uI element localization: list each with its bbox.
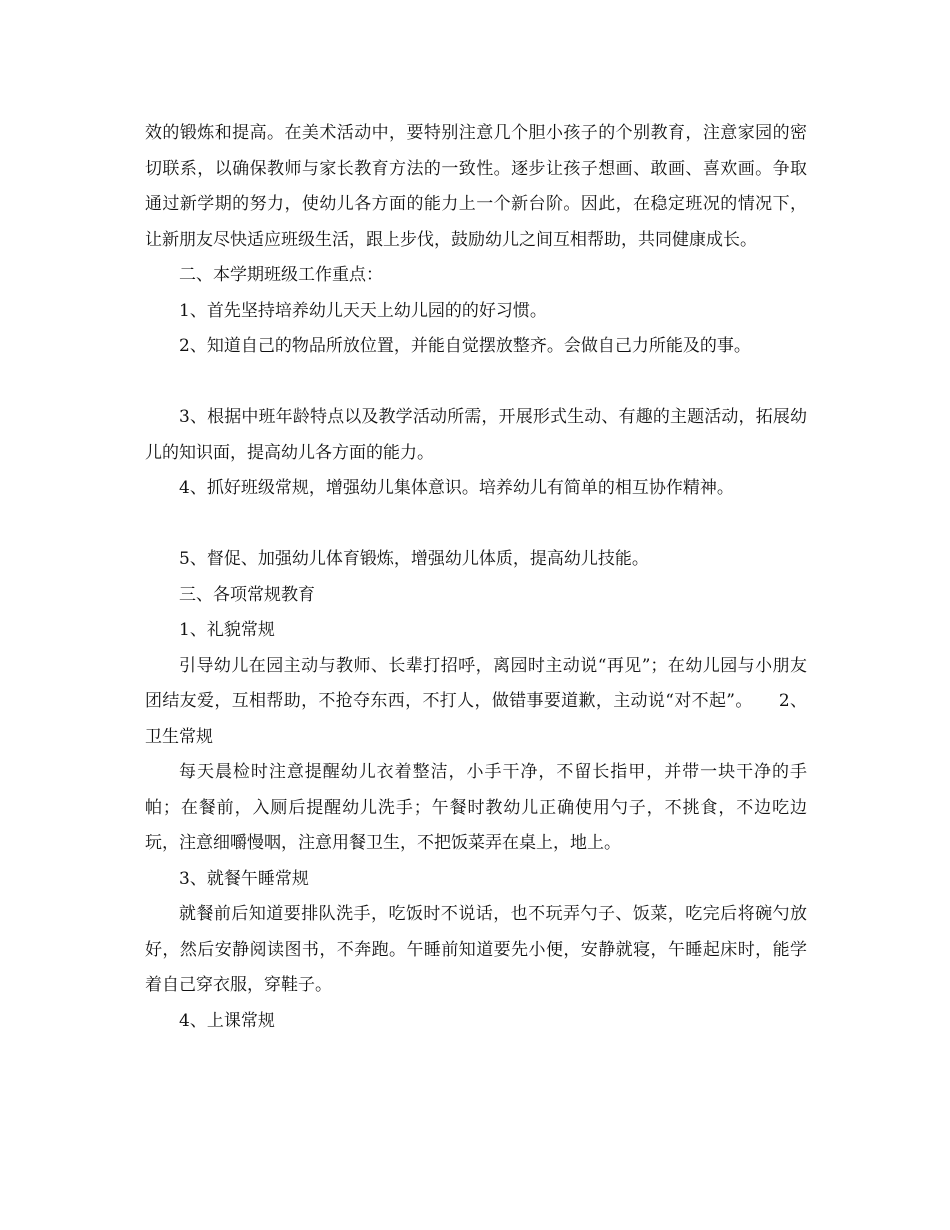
paragraph-continuation: 效的锻炼和提高。在美术活动中，要特别注意几个胆小孩子的个别教育，注意家园的密切联系，以确保教师与家长教育方法的一致性。逐步让孩子想画、敢画、喜欢画。争取通过新学期的努力，使幼儿各方面的能力上一个新台阶。因此，在稳定班况的情况下，让新朋友尽快适应班级生活，跟上步伐，鼓励幼儿之间互相帮助，共同健康成长。 xyxy=(145,123,807,250)
list-item-5: 5、督促、加强幼儿体育锻炼，增强幼儿体质，提高幼儿技能。 xyxy=(179,549,649,569)
paragraph-meal-nap: 就餐前后知道要排队洗手，吃饭时不说话，也不玩弄勺子、饭菜，吃完后将碗勺放好，然后安静阅读图书，不奔跑。午睡前知道要先小便，安静就寝，午睡起床时，能学着自己穿衣服，穿鞋子。 xyxy=(145,904,807,995)
list-item-4: 4、抓好班级常规，增强幼儿集体意识。培养幼儿有简单的相互协作精神。 xyxy=(179,478,734,498)
subheading-courtesy: 1、礼貌常规 xyxy=(179,620,275,640)
blank-line xyxy=(145,365,807,401)
blank-line xyxy=(145,507,807,543)
list-item-3: 3、根据中班年龄特点以及教学活动所需，开展形式生动、有趣的主题活动，拓展幼儿的知识面，提高幼儿各方面的能力。 xyxy=(145,407,807,463)
subheading-meal-nap: 3、就餐午睡常规 xyxy=(179,868,309,889)
subheading-class: 4、上课常规 xyxy=(179,1010,275,1031)
list-item-1: 1、首先坚持培养幼儿天天上幼儿园的的好习惯。 xyxy=(179,300,547,321)
paragraph-hygiene: 每天晨检时注意提醒幼儿衣着整洁，小手干净，不留长指甲，并带一块干净的手帕；在餐前，入厕后提醒幼儿洗手；午餐时教幼儿正确使用勺子，不挑食，不边吃边玩，注意细嚼慢咽，注意用餐卫生，不把饭菜弄在桌上，地上。 xyxy=(145,762,807,853)
section-heading-routine-education: 三、各项常规教育 xyxy=(179,584,315,605)
document-body xyxy=(145,116,807,1039)
list-item-2: 2、知道自己的物品所放位置，并能自觉摆放整齐。会做自己力所能及的事。 xyxy=(179,336,751,356)
section-heading-work-focus: 二、本学期班级工作重点： xyxy=(179,265,383,285)
paragraph-courtesy: 引导幼儿在园主动与教师、长辈打招呼，离园时主动说“再见”；在幼儿园与小朋友团结友爱，互相帮助，不抢夺东西，不打人，做错事要道歉，主动说“对不起”。 2、卫生常规 xyxy=(145,655,807,747)
